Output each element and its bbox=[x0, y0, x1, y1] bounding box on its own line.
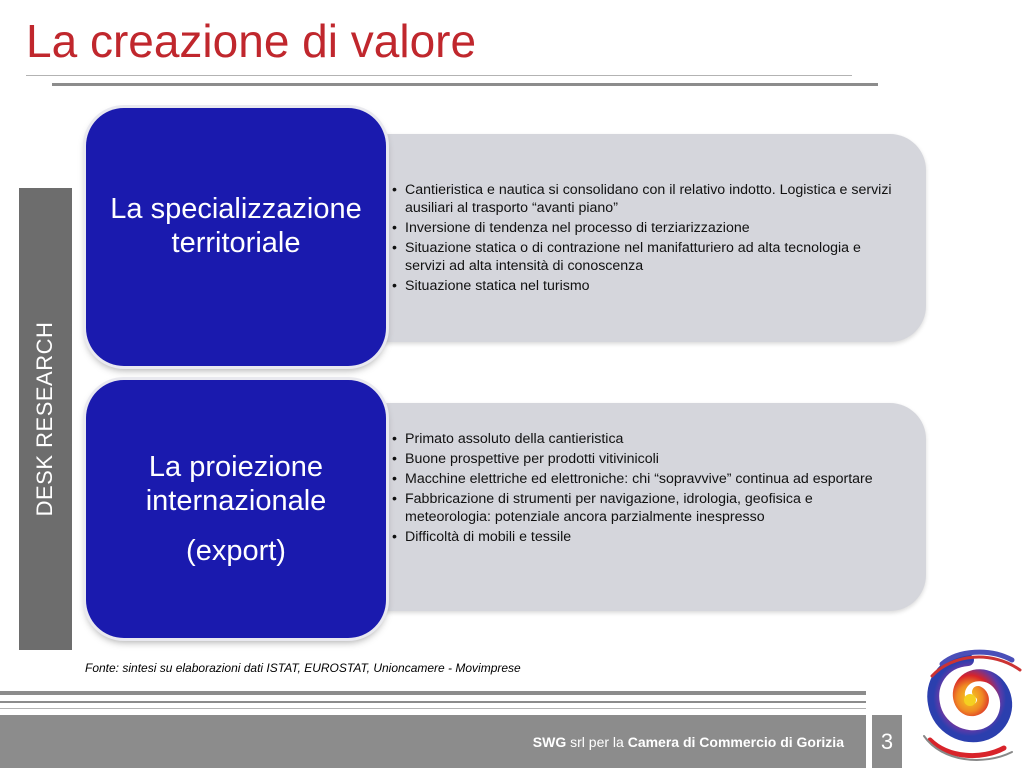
footer-rule bbox=[0, 708, 866, 709]
section2-subheading: (export) bbox=[186, 535, 286, 567]
page-number: 3 bbox=[872, 715, 902, 768]
section1-bullet: • Situazione statica o di contrazione nel manifatturiero ad alta tecnologia e servizi ad alta intensità di conoscenza bbox=[392, 239, 900, 275]
source-note: Fonte: sintesi su elaborazioni dati ISTAT, EUROSTAT, Unioncamere - Movimprese bbox=[85, 661, 521, 675]
title-divider-thin bbox=[26, 75, 852, 76]
footer-credit bbox=[533, 734, 844, 750]
footer-brand: SWG bbox=[532, 734, 567, 750]
footer-rule bbox=[0, 701, 866, 703]
footer-text: srl per la bbox=[566, 734, 628, 750]
section1-bullet-list bbox=[392, 181, 900, 297]
section2-bullet: • Macchine elettriche ed elettroniche: chi “sopravvive” continua ad esportare bbox=[392, 470, 900, 488]
swirl-logo-icon bbox=[912, 640, 1024, 768]
title-divider-thick bbox=[52, 83, 878, 86]
footer-client: Camera di Commercio di Gorizia bbox=[627, 734, 844, 750]
section1-bullet: • Situazione statica nel turismo bbox=[392, 277, 900, 295]
section2-heading: La proiezione internazionale bbox=[145, 451, 327, 517]
section1-bullet: • Cantieristica e nautica si consolidano con il relativo indotto. Logistica e servizi ausiliari al trasporto “avanti piano” bbox=[392, 181, 900, 217]
section2-heading-box bbox=[86, 380, 386, 638]
footer-rule bbox=[0, 691, 866, 695]
page-title: La creazione di valore bbox=[26, 15, 477, 67]
section1-heading: La specializzazione territoriale bbox=[110, 193, 362, 259]
section1-heading-box bbox=[86, 108, 386, 366]
side-label: DESK RESEARCH bbox=[32, 321, 57, 517]
section2-bullet: • Primato assoluto della cantieristica bbox=[392, 430, 900, 448]
section1-bullet: • Inversione di tendenza nel processo di terziarizzazione bbox=[392, 219, 900, 237]
section2-bullet: • Fabbricazione di strumenti per navigazione, idrologia, geofisica e meteorologia: potenziale ancora parzialmente inespresso bbox=[392, 490, 900, 526]
section2-bullet: • Difficoltà di mobili e tessile bbox=[392, 528, 900, 546]
section2-bullet-list bbox=[392, 430, 900, 548]
section2-bullet: • Buone prospettive per prodotti vitivinicoli bbox=[392, 450, 900, 468]
